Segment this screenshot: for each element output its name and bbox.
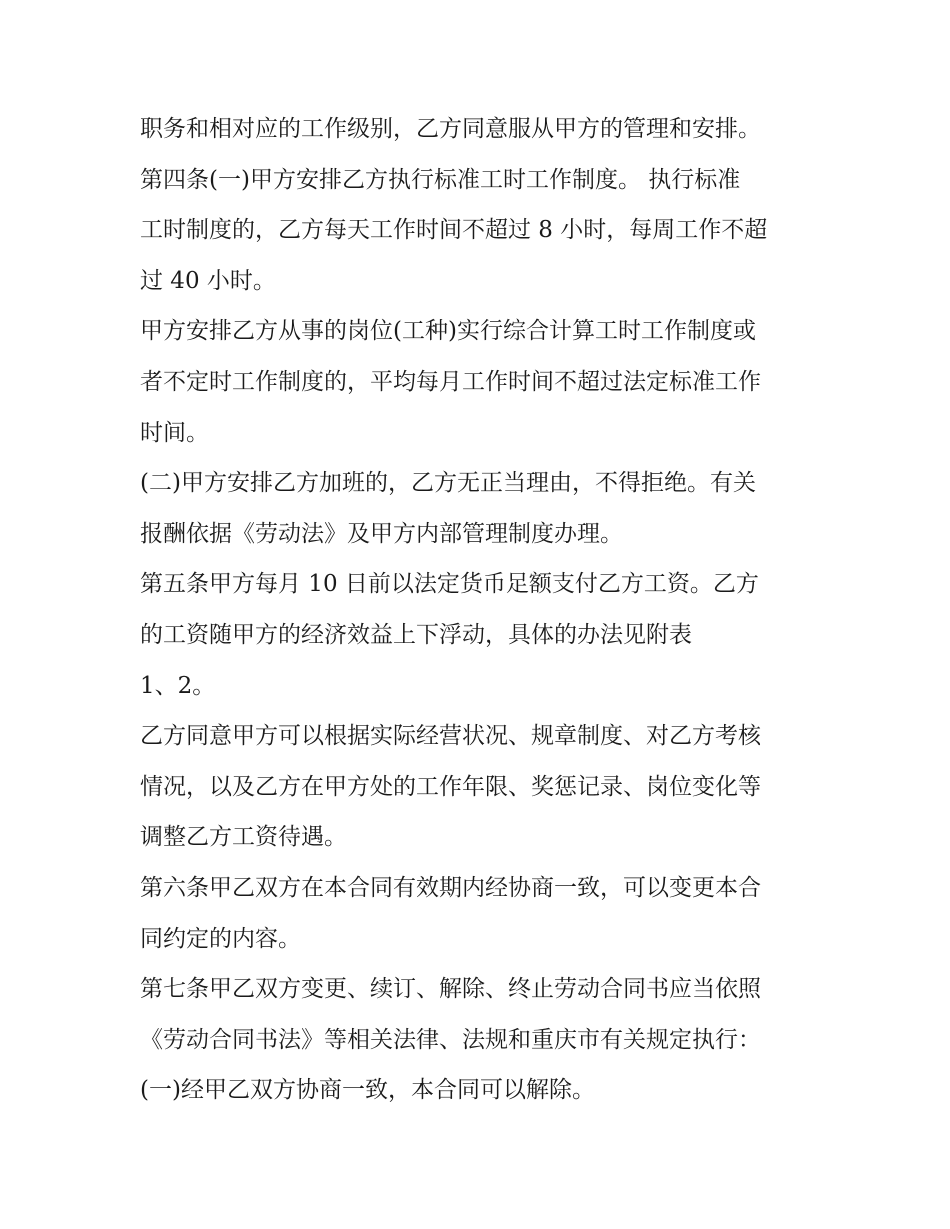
text-line: 过 40 小时。	[140, 267, 276, 294]
text-line: 《劳动合同书法》等相关法律、法规和重庆市有关规定执行：	[140, 1026, 761, 1053]
text-line: 第五条甲方每月 10 日前以法定货币足额支付乙方工资。乙方	[140, 571, 759, 598]
text-line: 时间。	[140, 419, 209, 446]
text-line: 第六条甲乙双方在本合同有效期内经协商一致，可以变更本合	[140, 874, 761, 901]
text-line: (一)经甲乙双方协商一致，本合同可以解除。	[140, 1077, 595, 1104]
text-line: 乙方同意甲方可以根据实际经营状况、规章制度、对乙方考核	[140, 723, 761, 750]
text-line: 1、2。	[140, 672, 216, 699]
text-line: 同约定的内容。	[140, 925, 301, 952]
text-line: 的工资随甲方的经济效益上下浮动，具体的办法见附表	[140, 621, 692, 648]
text-line: 者不定时工作制度的，平均每月工作时间不超过法定标准工作	[140, 368, 761, 395]
text-line: (二)甲方安排乙方加班的，乙方无正当理由，不得拒绝。有关	[140, 470, 756, 497]
text-line: 第四条(一)甲方安排乙方执行标准工时工作制度。 执行标准	[140, 166, 741, 193]
text-line: 职务和相对应的工作级别，乙方同意服从甲方的管理和安排。	[140, 116, 761, 142]
text-line: 第七条甲乙双方变更、续订、解除、终止劳动合同书应当依照	[140, 976, 761, 1003]
contract-body-text	[140, 104, 830, 1116]
text-line: 报酬依据《劳动法》及甲方内部管理制度办理。	[140, 520, 623, 547]
text-line: 调整乙方工资待遇。	[140, 824, 347, 851]
text-line: 情况，以及乙方在甲方处的工作年限、奖惩记录、岗位变化等	[140, 773, 761, 800]
text-line: 工时制度的，乙方每天工作时间不超过 8 小时，每周工作不超	[140, 217, 768, 244]
text-line: 甲方安排乙方从事的岗位(工种)实行综合计算工时工作制度或	[140, 318, 756, 345]
